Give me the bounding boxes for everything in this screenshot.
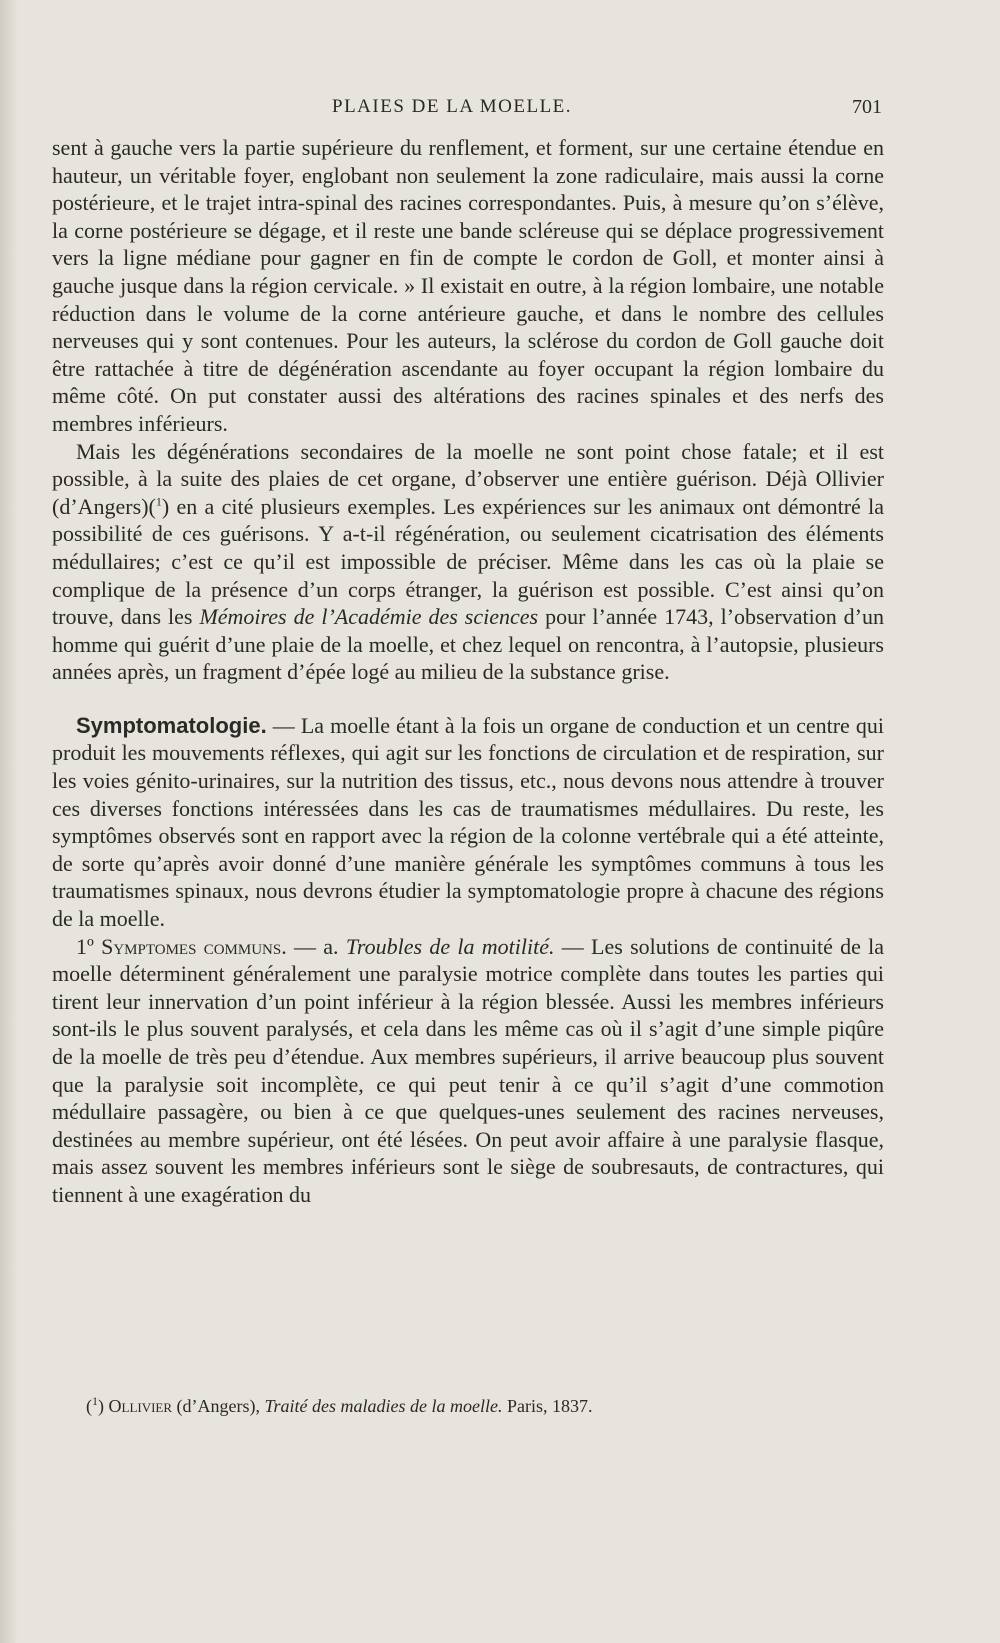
paragraph-healing bbox=[52, 438, 884, 686]
subsection-heading: Symptomes communs. bbox=[101, 933, 287, 959]
body-text bbox=[52, 134, 884, 1209]
footnote-mark: 1 bbox=[92, 1394, 98, 1408]
paragraph-healing-text-1: Mais les dégénérations secondaires de la moelle ne sont point chose fatale; et il est possible, à la suite des plaies de cet organe, d’observer une entière guérison. Déjà Ollivier (d’Angers)( bbox=[52, 438, 884, 519]
subsection-title-italic: Troubles de la motilité. bbox=[345, 933, 555, 959]
paragraph-symptomes-communs bbox=[52, 933, 884, 1209]
footnote-author-suffix: (d’Angers), bbox=[172, 1396, 265, 1416]
paragraph-symptomatologie-text: — La moelle étant à la fois un organe de conduction et un centre qui produit les mouvements réflexes, qui agit sur les fonctions de circulation et de respiration, sur les voies génito-urinaires, sur la nutrition des tissus, etc., nous devons nous attendre à trouver ces diverses fonctions intéressées dans les cas de traumatismes médullaires. Du reste, les symptômes observés sont en rapport avec la région de la colonne vertébrale qui a été atteinte, de sorte qu’après avoir donné d’une manière générale les symptômes communs à tous les traumatismes spinaux, nous devrons étudier la symptomatologie propre à chacune des régions de la moelle. bbox=[52, 712, 884, 932]
footnote-author: Ollivier bbox=[108, 1396, 173, 1416]
footnote-reference: 1 bbox=[155, 494, 162, 509]
page-number: 701 bbox=[852, 96, 882, 118]
section-heading: Symptomatologie. bbox=[76, 712, 267, 738]
footnote-rest: Paris, 1837. bbox=[502, 1396, 593, 1416]
footnote-book-title: Traité des maladies de la moelle. bbox=[264, 1396, 503, 1416]
paragraph-healing-text-3: pour l’année 1743, l’observation d’un homme qui guérit d’une plaie de la moelle, et chez lequel on rencontra, à l’autopsie, plusieurs années après, un fragment d’épée logé au milieu de la substance grise. bbox=[52, 604, 885, 685]
paragraph-continuation: sent à gauche vers la partie supérieure du renflement, et forment, sur une certaine étendue en hauteur, un véritable foyer, englobant non seulement la zone radiculaire, mais aussi la corne postérieure, et le trajet intra-spinal des racines correspondantes. Puis, à mesure qu’on s’élève, la corne postérieure se dégage, et il reste une bande scléreuse qui se déplace progressivement vers la ligne médiane pour gagner en fin de compte le cordon de Goll, et monter ainsi à gauche jusque dans la région cervicale. » Il existait en outre, à la région lombaire, une notable réduction dans le volume de la corne antérieure gauche, et dans le nombre des cellules nerveuses qui y sont contenues. Pour les auteurs, la sclérose du cordon de Goll gauche doit être rattachée à titre de dégénération ascendante au foyer occupant la région lombaire du même côté. On put constater aussi des altérations des racines spinales et des nerfs des membres inférieurs. bbox=[52, 135, 884, 436]
running-title: PLAIES DE LA MOELLE. bbox=[332, 96, 573, 117]
subsection-number: 1º bbox=[76, 933, 102, 959]
paragraph-motilite-text: — Les solutions de continuité de la moelle déterminent généralement une paralysie motrice complète dans toutes les parties qui tirent leur innervation d’un point inférieur à la région blessée. Aussi les membres inférieurs sont-ils le plus souvent paralysés, et cela dans les même cas où il s’agit d’une simple piqûre de la moelle de très peu d’étendue. Aux membres supérieurs, il arrive beaucoup plus souvent que la paralysie soit incomplète, ce qui peut tenir à ce qu’il s’agit d’une commotion médullaire passagère, ou bien à ce que quelques-unes seulement des racines nerveuses, destinées au membre supérieur, ont été lésées. On peut avoir affaire à une paralysie flasque, mais assez souvent les membres inférieurs sont le siège de soubresauts, de contractures, qui tiennent à une exagération du bbox=[52, 933, 885, 1207]
gutter-shadow bbox=[0, 0, 18, 1643]
paragraph-healing-text-2: ) en a cité plusieurs exemples. Les expériences sur les animaux ont démontré la possibilité de ces guérisons. Y a-t-il régénération, ou seulement cicatrisation des éléments médullaires; c’est ce qu’il est impossible de préciser. Même dans les cas où la plaie se complique de la présence d’un corps étranger, la guérison est possible. C’est ainsi qu’on trouve, dans les bbox=[52, 493, 884, 630]
paragraph-symptomatologie bbox=[52, 712, 884, 933]
running-head bbox=[52, 96, 882, 126]
italic-title-memoires: Mémoires de l’Académie des sciences bbox=[199, 604, 539, 630]
footnote: ($^1$) Ollivier (d’Angers), Traité des maladies de la moelle. Paris, 1837. bbox=[86, 1394, 593, 1416]
subsection-separator: — a. bbox=[286, 933, 346, 959]
